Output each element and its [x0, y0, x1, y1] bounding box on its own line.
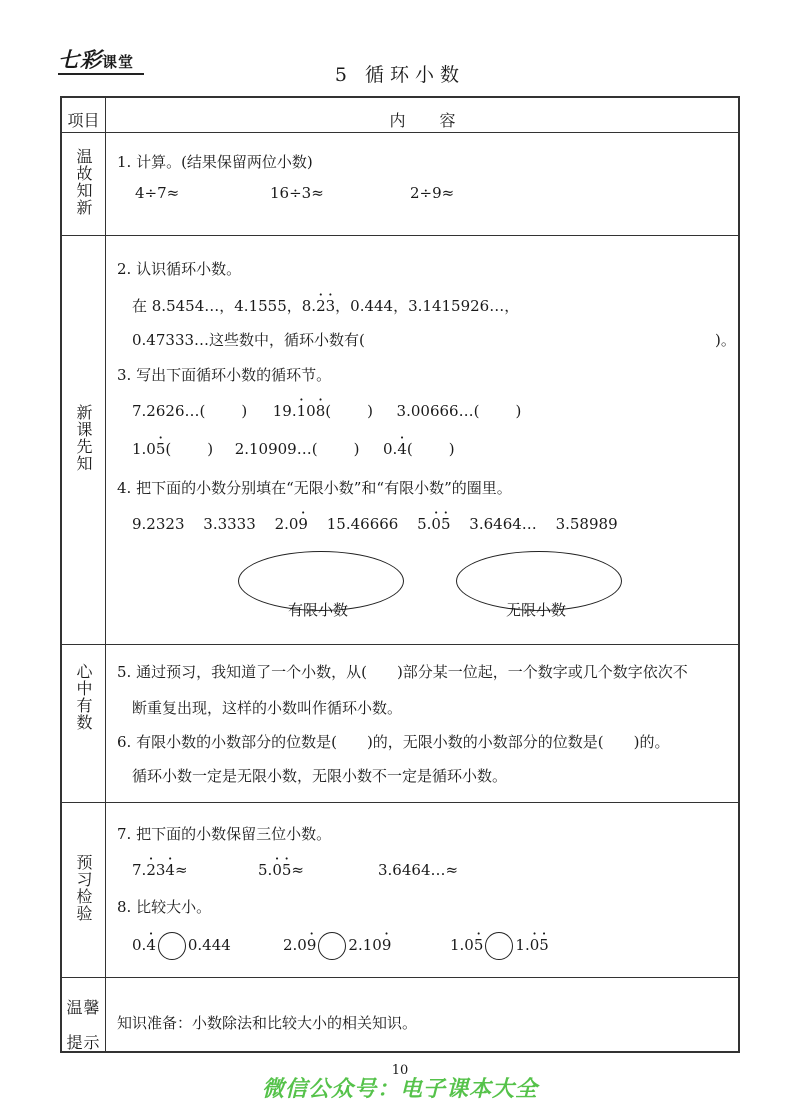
row-divider	[62, 132, 738, 133]
section-label-review: 温故知新	[74, 148, 93, 216]
compare-circle[interactable]	[318, 932, 346, 960]
brand-logo: 七彩课堂	[58, 48, 135, 72]
q7-title: 7. 把下面的小数保留三位小数。	[117, 825, 332, 843]
row-divider	[62, 235, 738, 236]
q2-line-2-close: )。	[715, 331, 736, 349]
q5-line-2: 断重复出现，这样的小数叫作循环小数。	[132, 699, 403, 717]
q1-item-1: 4÷7≈	[135, 184, 180, 202]
q8-compare-c: 1.0· 5 1.· 0· 5	[450, 932, 549, 960]
section-label-new: 新课先知	[74, 404, 93, 472]
q4-numbers: 9.2323 3.3333 2.0· 9 15.46666 5.· 0· 5 3.6464… 3.58989	[132, 515, 618, 533]
row-divider	[62, 977, 738, 978]
section-label-tip: 温馨提示	[66, 998, 101, 1052]
q3-title: 3. 写出下面循环小数的循环节。	[117, 366, 332, 384]
q3-row-1: 7.2626…( ) 19.· 10· 8( ) 3.00666…( )	[132, 402, 521, 420]
q2-line-1: 在 8.5454…，4.1555，8.· 2· 3，0.444，3.1415926…，	[132, 295, 519, 316]
finite-label: 有限小数	[288, 601, 349, 619]
q5-line-1: 5. 通过预习，我知道了一个小数，从( )部分某一位起，一个数字或几个数字依次不	[117, 663, 688, 681]
row-divider	[62, 644, 738, 645]
watermark: 微信公众号：电子课本大全	[261, 1077, 538, 1102]
q1-title: 1. 计算。(结果保留两位小数)	[117, 153, 313, 171]
q8-title: 8. 比较大小。	[117, 898, 212, 916]
q4-title: 4. 把下面的小数分别填在“无限小数”和“有限小数”的圈里。	[117, 479, 512, 497]
q6-line-1: 6. 有限小数的小数部分的位数是( )的，无限小数的小数部分的位数是( )的。	[117, 733, 670, 751]
q8-compare-b: 2.0· 9 2.10· 9	[283, 932, 391, 960]
tip-text: 知识准备：小数除法和比较大小的相关知识。	[117, 1014, 418, 1032]
section-label-check: 预习检验	[74, 854, 93, 922]
page-number: 10	[391, 1063, 409, 1078]
q6-line-2: 循环小数一定是无限小数，无限小数不一定是循环小数。	[132, 767, 508, 785]
infinite-label: 无限小数	[506, 601, 567, 619]
column-header-item: 项目	[67, 111, 100, 130]
page-title: 5 循环小数	[334, 64, 466, 86]
row-divider	[62, 802, 738, 803]
q7-item-a: 7.· 23· 4≈	[132, 861, 188, 879]
section-label-mind: 心中有数	[74, 663, 93, 731]
q1-item-2: 16÷3≈	[270, 184, 324, 202]
compare-circle[interactable]	[158, 932, 186, 960]
q1-item-3: 2÷9≈	[410, 184, 455, 202]
q7-item-b: 5.· 0· 5≈	[258, 861, 304, 879]
column-header-content: 内容	[389, 111, 490, 130]
q7-item-c: 3.6464…≈	[378, 861, 459, 879]
compare-circle[interactable]	[485, 932, 513, 960]
q3-row-2: 1.0· 5( ) 2.10909…( ) 0.· 4( )	[132, 440, 455, 458]
column-divider	[105, 98, 106, 1051]
q2-line-2: 0.47333…这些数中，循环小数有(	[132, 331, 365, 349]
q2-title: 2. 认识循环小数。	[117, 260, 242, 278]
q8-compare-a: 0.· 4 0.444	[132, 932, 231, 960]
